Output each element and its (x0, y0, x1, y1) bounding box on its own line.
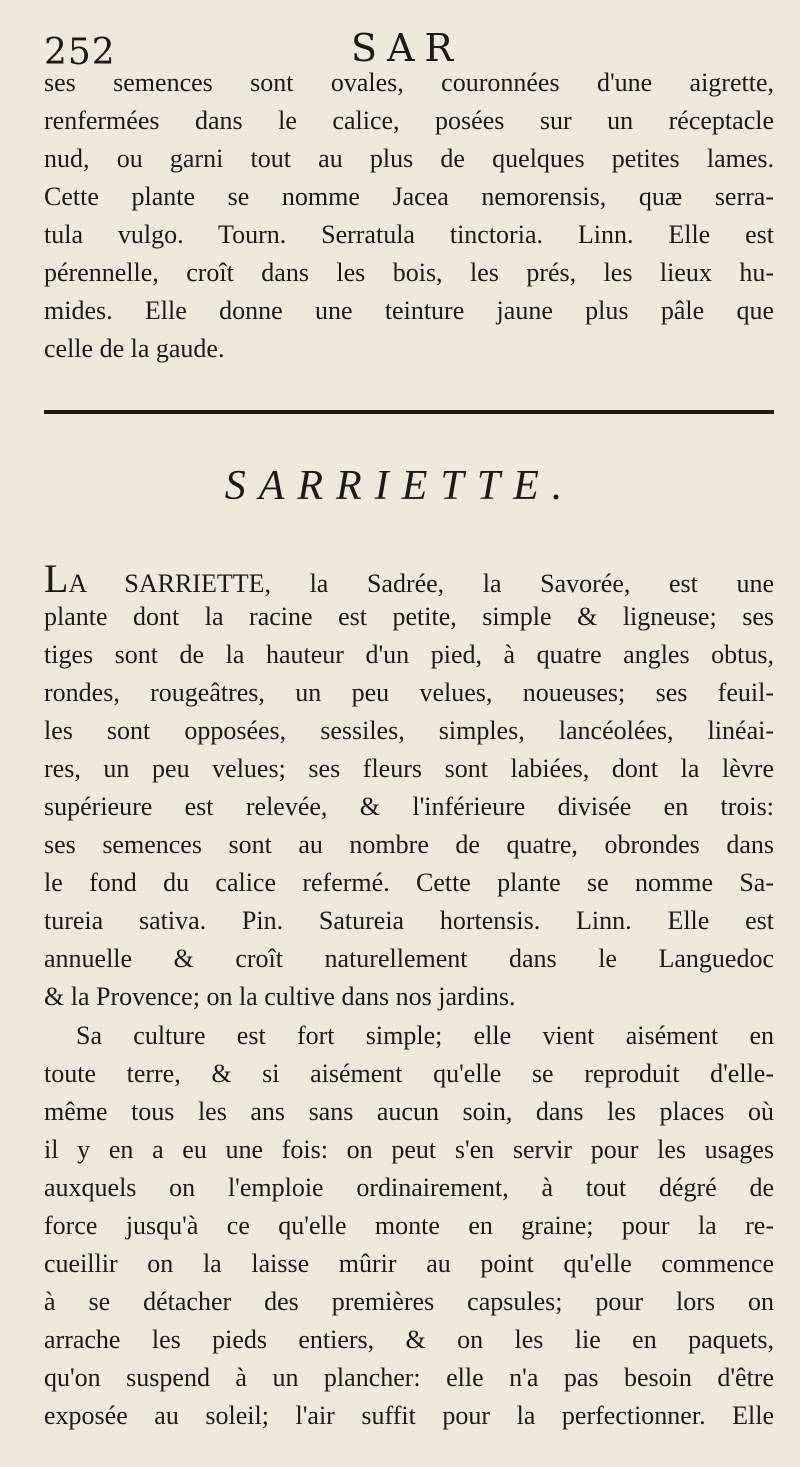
text-line: même tous les ans sans aucun soin, dans les places où (44, 1097, 774, 1126)
text-line: Cette plante se nomme Jacea nemorensis, quæ serra- (44, 182, 774, 211)
text-line: auxquels on l'emploie ordinairement, à tout dégré de (44, 1173, 774, 1202)
page-number: 252 (44, 32, 116, 73)
text-line: tula vulgo. Tourn. Serratula tinctoria. Linn. Elle est (44, 220, 774, 249)
text-line: les sont opposées, sessiles, simples, lancéolées, linéai- (44, 716, 774, 745)
paragraph-culture (44, 1017, 774, 1435)
text-line: tureia sativa. Pin. Satureia hortensis. Linn. Elle est (44, 906, 774, 935)
text-line: à se détacher des premières capsules; pour lors on (44, 1287, 774, 1316)
intro-paragraph (44, 64, 774, 368)
text-line: res, un peu velues; ses fleurs sont labiées, dont la lèvre (44, 754, 774, 783)
text-line: plante dont la racine est petite, simple & ligneuse; ses (44, 602, 774, 631)
text-line: rondes, rougeâtres, un peu velues, noueuses; ses feuil- (44, 678, 774, 707)
text-line: le fond du calice refermé. Cette plante se nomme Sa- (44, 868, 774, 897)
text-line: exposée au soleil; l'air suffit pour la perfectionner. Elle (44, 1401, 774, 1430)
text-line: qu'on suspend à un plancher: elle n'a pas besoin d'être (44, 1363, 774, 1392)
section-title: SARRIETTE. (224, 463, 576, 509)
running-title: SAR (350, 26, 464, 70)
text-line: mides. Elle donne une teinture jaune plus pâle que (44, 296, 774, 325)
text-line: cueillir on la laisse mûrir au point qu'elle commence (44, 1249, 774, 1278)
text-line: celle de la gaude. (44, 334, 225, 363)
text-line: pérennelle, croît dans les bois, les prés, les lieux hu- (44, 258, 774, 287)
text-line: arrache les pieds entiers, & on les lie en paquets, (44, 1325, 774, 1354)
first-line (44, 560, 774, 598)
paragraph-sarriette-description (44, 560, 774, 1016)
first-line-text: A SARRIETTE, la Sadrée, la Savorée, est une (68, 569, 774, 598)
text-line: renfermées dans le calice, posées sur un réceptacle (44, 106, 774, 135)
text-line: Sa culture est fort simple; elle vient aisément en (76, 1021, 774, 1050)
text-line: ses semences sont au nombre de quatre, obrondes dans (44, 830, 774, 859)
text-line: tiges sont de la hauteur d'un pied, à quatre angles obtus, (44, 640, 774, 669)
text-line: supérieure est relevée, & l'inférieure divisée en trois: (44, 792, 774, 821)
text-line: force jusqu'à ce qu'elle monte en graine; pour la re- (44, 1211, 774, 1240)
drop-cap: L (44, 560, 69, 598)
text-line: toute terre, & si aisément qu'elle se reproduit d'elle- (44, 1059, 774, 1088)
section-rule (44, 410, 774, 414)
text-line: & la Provence; on la cultive dans nos jardins. (44, 982, 516, 1011)
text-line: annuelle & croît naturellement dans le Languedoc (44, 944, 774, 973)
text-line: nud, ou garni tout au plus de quelques petites lames. (44, 144, 774, 173)
text-line: ses semences sont ovales, couronnées d'une aigrette, (44, 68, 774, 97)
text-line: il y en a eu une fois: on peut s'en servir pour les usages (44, 1135, 774, 1164)
